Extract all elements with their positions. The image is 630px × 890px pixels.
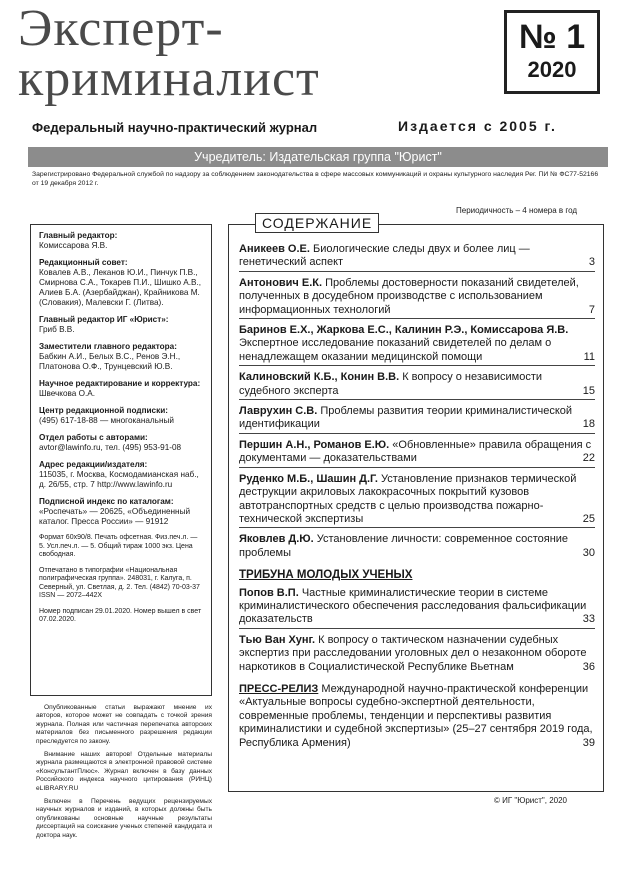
toc-authors: Антонович Е.К.: [239, 276, 323, 289]
toc-authors: Тью Ван Хунг.: [239, 633, 316, 646]
sidebar-text: 115035, г. Москва, Космодамианская наб., д. 26/55, стр. 7 http://www.lawinfo.ru: [39, 470, 199, 489]
sidebar-text: Швечкова О.А.: [39, 389, 96, 398]
legal-note: Внимание наших авторов! Отдельные материалы журнала размещаются в электронной правовой системе «КонсультантПлюс». Журнал включен в базу данных Российского индекса научного цитирования (РИНЦ) eLIBRARY.RU: [36, 751, 212, 792]
copyright: © ИГ "Юрист", 2020: [494, 796, 568, 805]
toc-title: Проблемы развития теории криминалистической идентификации: [239, 405, 573, 431]
journal-title-line2: криминалист: [18, 50, 320, 107]
toc-title: Биологические следы двух и более лиц — генетический аспект: [239, 243, 530, 269]
legal-note: Опубликованные статьи выражают мнение их авторов, которое может не совпадать с точкой зрения журнала. Полная или частичная перепечатка авторских материалов без письменного разрешения редакции преследуется по закону.: [36, 704, 212, 745]
sidebar-heading: Главный редактор:: [39, 231, 118, 240]
sidebar-heading: Главный редактор ИГ «Юрист»:: [39, 315, 169, 324]
sidebar-block: [39, 433, 203, 453]
issue-box: [504, 10, 600, 94]
toc-heading: СОДЕРЖАНИЕ: [255, 213, 379, 233]
toc-entry[interactable]: [239, 371, 595, 400]
toc-title: К вопросу о независимости судебного эксперта: [239, 371, 543, 397]
sidebar-heading: Научное редактирование и корректура:: [39, 379, 201, 388]
journal-title-line1: Эксперт-: [18, 0, 224, 57]
sidebar-heading: Заместители главного редактора:: [39, 342, 177, 351]
sidebar-block: [39, 258, 203, 308]
toc-authors: Першин А.Н., Романов Е.Ю.: [239, 438, 390, 451]
toc-entry[interactable]: [239, 243, 595, 272]
page-number: 7: [588, 303, 595, 316]
sidebar-text: «Роспечать» — 20625, «Объединенный каталог. Пресса России» — 91912: [39, 507, 191, 526]
toc-title: Частные криминалистические теории в системе криминалистического обеспечения расследования фальсификации доказательств: [239, 586, 587, 626]
page-number: 39: [582, 736, 595, 749]
sidebar-heading: Центр редакционной подписки:: [39, 406, 168, 415]
toc-entry-press[interactable]: [239, 683, 595, 751]
issue-number: № 1: [518, 18, 586, 56]
sidebar-text: avtor@lawinfo.ru, тел. (495) 953-91-08: [39, 443, 182, 452]
sidebar-text: Гриб В.В.: [39, 325, 75, 334]
registration-text: Зарегистрировано Федеральной службой по надзору за соблюдением законодательства в сфере массовых коммуникаций и охраны культурного наследия Рег. ПИ № ФС77-52166 от 19 декабря 2012 г.: [32, 171, 599, 187]
page-number: 11: [583, 350, 595, 363]
toc-title: К вопросу о тактическом назначении судебных экспертиз при расследовании уголовных дел о незаконном обороте наркотиков в Социалистической Республике Вьетнам: [239, 633, 587, 673]
sidebar-text: Комиссарова Я.В.: [39, 241, 108, 250]
page-number: 25: [582, 512, 595, 525]
sidebar-block: [39, 231, 203, 251]
toc-entry[interactable]: [239, 439, 595, 468]
toc-entry[interactable]: [239, 533, 595, 561]
toc-entry[interactable]: [239, 277, 595, 319]
sidebar-block: [39, 406, 203, 426]
toc-authors: Лаврухин С.В.: [239, 405, 318, 418]
sidebar-heading: Отдел работы с авторами:: [39, 433, 148, 442]
page-number: 33: [582, 613, 595, 626]
journal-title: [18, 0, 320, 107]
sidebar-imprint: Отпечатано в типографии «Национальная полиграфическая группа». 248031, г. Калуга, п. Северный, ул. Светлая, д. 2. Тел. (4842) 70-03-37 ISSN — 2072–442X: [39, 566, 200, 599]
journal-subtitle: Федеральный научно-практический журнал: [32, 120, 318, 135]
founder-band: Учредитель: Издательская группа "Юрист": [28, 147, 608, 167]
sidebar-heading: Адрес редакции/издателя:: [39, 460, 148, 469]
toc-entry[interactable]: [239, 473, 595, 529]
page-number: 3: [588, 256, 595, 269]
sidebar-block: [39, 460, 203, 490]
page-number: 36: [582, 660, 595, 673]
sidebar-text: (495) 617-18-88 — многоканальный: [39, 416, 174, 425]
sidebar-imprint: Формат 60х90/8. Печать офсетная. Физ.печ.л. — 5. Усл.печ.л. — 5. Общий тираж 1000 экз. Цена свободная.: [39, 534, 198, 558]
press-title: Международной научно-практической конференции «Актуальные вопросы судебно-экспертной деятельности, современные проблемы, тенденции и перспективы развития криминалистики и судебной экспертизы» (25–27 сентября 2019 года, Республика Армения): [239, 682, 593, 749]
sidebar-text: Бабкин А.И., Белых В.С., Ренов Э.Н., Платонова О.Ф., Трунцевский Ю.В.: [39, 352, 181, 371]
toc-authors: Баринов Е.Х., Жаркова Е.С., Калинин Р.Э., Комиссарова Я.В.: [239, 324, 569, 337]
toc-authors: Яковлев Д.Ю.: [239, 533, 314, 546]
editorial-board: [30, 224, 212, 696]
toc-title: Проблемы достоверности показаний свидетелей, полученных в досудебном производстве с использованием информационных технологий: [239, 276, 579, 316]
page-number: 18: [582, 418, 595, 431]
sidebar-text: Ковалев А.В., Леканов Ю.И., Пинчук П.В., Смирнова С.А., Токарев П.И., Шишко А.В., Алиев Б.А. (Азербайджан), Крайникова М. (Словакия), Малевски Г. (Литва).: [39, 268, 202, 307]
toc-title: Установление личности: современное состояние проблемы: [239, 533, 569, 559]
periodicity: Периодичность – 4 номера в год: [456, 206, 578, 215]
sidebar-heading: Редакционный совет:: [39, 258, 128, 267]
sidebar-imprint: Номер подписан 29.01.2020. Номер вышел в свет 07.02.2020.: [39, 607, 202, 623]
toc-entries: [239, 243, 595, 756]
toc-authors: Аникеев О.Е.: [239, 243, 310, 255]
sidebar-block: [39, 379, 203, 399]
issued-since: Издается с 2005 г.: [398, 118, 557, 134]
sidebar-block: [39, 315, 203, 335]
toc-entry[interactable]: [239, 324, 595, 366]
toc-entry[interactable]: [239, 405, 595, 434]
page-number: 15: [582, 384, 595, 397]
issue-year: 2020: [527, 57, 577, 82]
legal-notes: [36, 704, 212, 845]
sidebar-block: [39, 497, 203, 527]
page-number: 30: [582, 546, 595, 559]
toc-title: Установление признаков термической деструкции акриловых лакокрасочных покрытий кузовов автотранспортных средств с целью производства пожарно-технической экспертизы: [239, 472, 577, 525]
section-young-scientists: ТРИБУНА МОЛОДЫХ УЧЕНЫХ: [239, 569, 413, 582]
toc-authors: Руденко М.Б., Шашин Д.Г.: [239, 472, 378, 485]
toc-title: «Обновленные» правила обращения с документами — доказательствами: [239, 438, 592, 465]
toc-authors: Калиновский К.Б., Конин В.В.: [239, 371, 400, 384]
press-label: ПРЕСС-РЕЛИЗ: [239, 682, 319, 695]
legal-note: Включен в Перечень ведущих рецензируемых научных журналов и изданий, в которых должны быть опубликованы основные научные результаты диссертаций на соискание ученых степеней кандидата и доктора наук.: [36, 798, 212, 839]
sidebar-heading: Подписной индекс по каталогам:: [39, 497, 174, 506]
table-of-contents: [228, 215, 604, 792]
toc-entry[interactable]: [239, 634, 595, 675]
toc-title: Экспертное исследование показаний свидетелей по делам о ненадлежащем оказании медицинской помощи: [239, 337, 552, 363]
toc-entry[interactable]: [239, 587, 595, 629]
page-number: 22: [582, 452, 595, 465]
sidebar-block: [39, 342, 203, 372]
toc-authors: Попов В.П.: [239, 586, 299, 599]
